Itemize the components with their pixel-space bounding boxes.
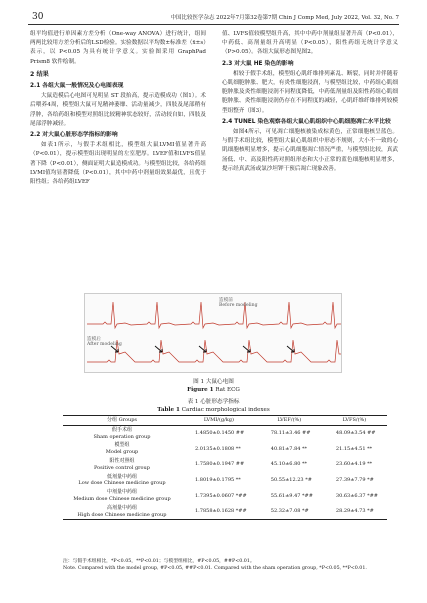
table-cell-group (63, 457, 181, 473)
figure-caption-en-prefix: Figure 1 (187, 387, 214, 393)
paragraph-2-3: 相较于假手术组，模型组心肌纤维排列紊乱、断裂，同时并伴随着心肌细胞肿胀、肥大，有炎性细胞浸润，与模型组比较，中药组心肌细胞肿胀及炎性细胞浸润不同程度降低，中药低剂量组及阳性药组心肌细胞肿胀、炎性细胞浸润仍存在不同程度的减轻，心肌纤维纤维排列较模型组整齐（图3）。 (222, 70, 398, 114)
table-cell-lvfs: 48.09±3.54 ## (335, 430, 376, 437)
table-note (63, 558, 393, 572)
table-cell-lvmi: 1.7858±0.1628 *## (181, 504, 257, 520)
subsection-heading-2-3: 2.3 对大鼠 HE 染色的影响 (222, 60, 294, 67)
group-name-en: Medium dose Chinese medicine group (73, 495, 171, 502)
paragraph-2-2: 如表1所示，与假手术组相比，模型组大鼠LVMI值显著升高（P<0.01），提示模型组出现明显的左室肥厚。LVEF值和LVFS值显著下降（P<0.01），侧面证明大鼠造模成功。与模型组比较，各给药组LVMI值均显著降低（P<0.01），其中中药中剂量组效果最优，且优于阳性组；各给药组LVEF (30, 142, 206, 186)
table-cell-lvef: 50.55±12.23 *# (270, 476, 312, 483)
ecg-figure (84, 293, 342, 373)
running-head: 中国比较医学杂志 2022年7月第32卷第7期 Chin J Comp Med, July 2022, Vol. 32, No. 7 (170, 15, 399, 21)
ecg-trace-before (87, 302, 341, 328)
table-note-cn: 注：与假手术组相比，*P<0.05，**P<0.01；与模型组相比，#P<0.05，##P<0.01。 (63, 559, 255, 564)
table-cell-lvef: 55.61±9.47 *## (270, 492, 313, 499)
table-row (63, 473, 387, 489)
table-caption-en-prefix: Table 1 (157, 407, 180, 413)
subsection-heading-2-2: 2.2 对大鼠心脏形态学指标的影响 (30, 132, 118, 139)
ecg-label-before-en: Before modeling (219, 303, 258, 309)
arrow-marker (199, 346, 206, 352)
table-cell-lvfs: 30.63±6.37 *## (335, 492, 378, 499)
left-column (30, 30, 206, 187)
table-cell-group (63, 425, 181, 441)
table-cell-lvmi: 1.7395±0.0607 *## (195, 492, 247, 499)
table-header-row (63, 416, 387, 426)
arrow-marker (155, 346, 162, 352)
figure-caption-en-text: Rat ECG (215, 387, 240, 393)
group-name-cn: 中剂量中药组 (106, 489, 137, 496)
table-row (63, 425, 387, 441)
group-name-cn: 阳性对照组 (109, 457, 135, 464)
cardiac-morphology-table (63, 415, 387, 520)
figure-caption (0, 378, 427, 394)
group-name-en: Low dose Chinese medicine group (78, 480, 166, 487)
group-name-cn: 假手术组 (111, 426, 132, 433)
table-cell-group (63, 488, 181, 504)
table-caption-en-text: Cardiac morphological indexes (181, 407, 270, 413)
table-cell-lvef: 45.10±6.80 ** (270, 461, 308, 468)
group-name-en: Positive control group (94, 464, 150, 471)
table-cell-lvfs: 27.39±7.79 *# (335, 476, 374, 483)
table-caption (0, 398, 427, 414)
ecg-trace-after (87, 340, 341, 362)
ecg-label-after-en: After modeling (87, 342, 122, 348)
table-cell-group (63, 441, 181, 457)
st-elevation-arrows (111, 346, 294, 352)
table-cell-group (63, 504, 181, 520)
subsection-heading-2-4: 2.4 TUNEL 染色观察各组大鼠心肌组织中心肌细胞凋亡水平比较 (222, 118, 391, 125)
table-header-lvmi: LVMI/(g/kg) (181, 416, 257, 426)
page-number: 30 (32, 12, 44, 22)
section-heading-results: 2 结果 (30, 70, 49, 78)
table-header-groups: 分组 Groups (63, 416, 181, 426)
figure-caption-cn: 图 1 大鼠心电图 (193, 379, 234, 385)
table-row (63, 441, 387, 457)
group-name-cn: 模型组 (114, 442, 130, 449)
ecg-label-before (219, 298, 258, 308)
group-name-en: Sham operation group (93, 433, 151, 440)
table-cell-lvef: 52.32±7.08 *# (257, 504, 322, 520)
group-name-en: High dose Chinese medicine group (77, 511, 167, 518)
paragraph-2-1: 大鼠造模后心电图可见明显 ST 段抬高，提示造模成功（图1）。术后喂养4周，模型组大鼠可见精神萎靡、活动量减少，四肢及尾部稍有浮肿，各给药组和模型对照组比较精神状态较好，活动较自如，四肢及尾部浮肿减轻。 (30, 93, 206, 127)
group-name-en: Model group (105, 449, 139, 456)
group-name-cn: 高剂量中药组 (106, 504, 137, 511)
table-header-lvef: LVEF/(%) (257, 416, 322, 426)
table-cell-lvmi: 2.0135±0.1808 ** (195, 445, 241, 452)
subsection-heading-2-1: 2.1 各组大鼠一般情况及心电图表现 (30, 83, 124, 90)
paragraph-2-4: 如图4所示，可见凋亡细胞核被染成棕黄色，正常细胞核呈蓝色。与假手术组比较，模型组大鼠心肌组织中形态不规则，大小不一致的心肌细胞核明显增多，提示心肌细胞凋亡情况严重，与模型组比较，真武汤低、中、高及阳性药对照组形态和大小正常的蓝色细胞核明显增多，提示经真武汤或氯沙坦钾干预后凋亡现象改善。 (222, 129, 398, 172)
right-column (222, 30, 398, 174)
table-cell-lvmi: 1.7580±0.1947 ## (195, 461, 245, 468)
table-cell-lvef: 78.11±3.46 ## (270, 430, 311, 437)
ecg-traces (85, 294, 343, 374)
ecg-label-before-cn: 造模前 (219, 298, 233, 303)
arrow-marker (243, 346, 250, 352)
table-cell-lvmi: 1.8019±0.1795 ** (195, 476, 241, 483)
table-cell-lvfs: 28.29±4.73 *# (322, 504, 387, 520)
ecg-label-after (87, 337, 122, 347)
table-cell-lvfs: 23.60±4.19 ** (335, 461, 373, 468)
table-row (63, 504, 387, 520)
group-name-cn: 低剂量中药组 (106, 473, 137, 480)
table-header-lvfs: LVFS/(%) (322, 416, 387, 426)
table-cell-group (63, 473, 181, 489)
table-note-en: Note. Compared with the model group, #P<0.05, ##P<0.01. Compared with the sham operation group, *P<0.05, **P<0.01. (63, 566, 367, 571)
table-cell-lvmi: 1.4850±0.1450 ## (195, 430, 245, 437)
table-row (63, 488, 387, 504)
ecg-label-after-cn: 造模后 (87, 337, 101, 342)
table-cell-lvfs: 21.15±4.51 ** (335, 445, 373, 452)
table-cell-lvef: 40.81±7.84 ** (270, 445, 308, 452)
table-caption-en (0, 406, 427, 414)
table-row (63, 457, 387, 473)
arrow-marker (287, 346, 294, 352)
table-caption-cn: 表 1 心脏形态学指标 (187, 399, 240, 405)
header-rule (28, 24, 399, 25)
figure-caption-en (0, 386, 427, 394)
paragraph-continued: 值、LVFS值较模型组升高，其中中药中剂量组显著升高（P<0.01），中药低、高剂量组升高明显（P<0.05），阳性药组无统计学意义（P>0.05）。各组大鼠形态图见图2。 (222, 31, 398, 56)
intro-paragraph: 组平均值进行单因素方差分析（One-way ANOVA）进行统计，组间两两比较用方差分析后的LSD检验。实验数据以平均数±标准差（x̄±s）表示，以 P<0.05 为具有统计学意义。实验图采用 GraphPad Prism8 软件绘制。 (30, 31, 206, 65)
